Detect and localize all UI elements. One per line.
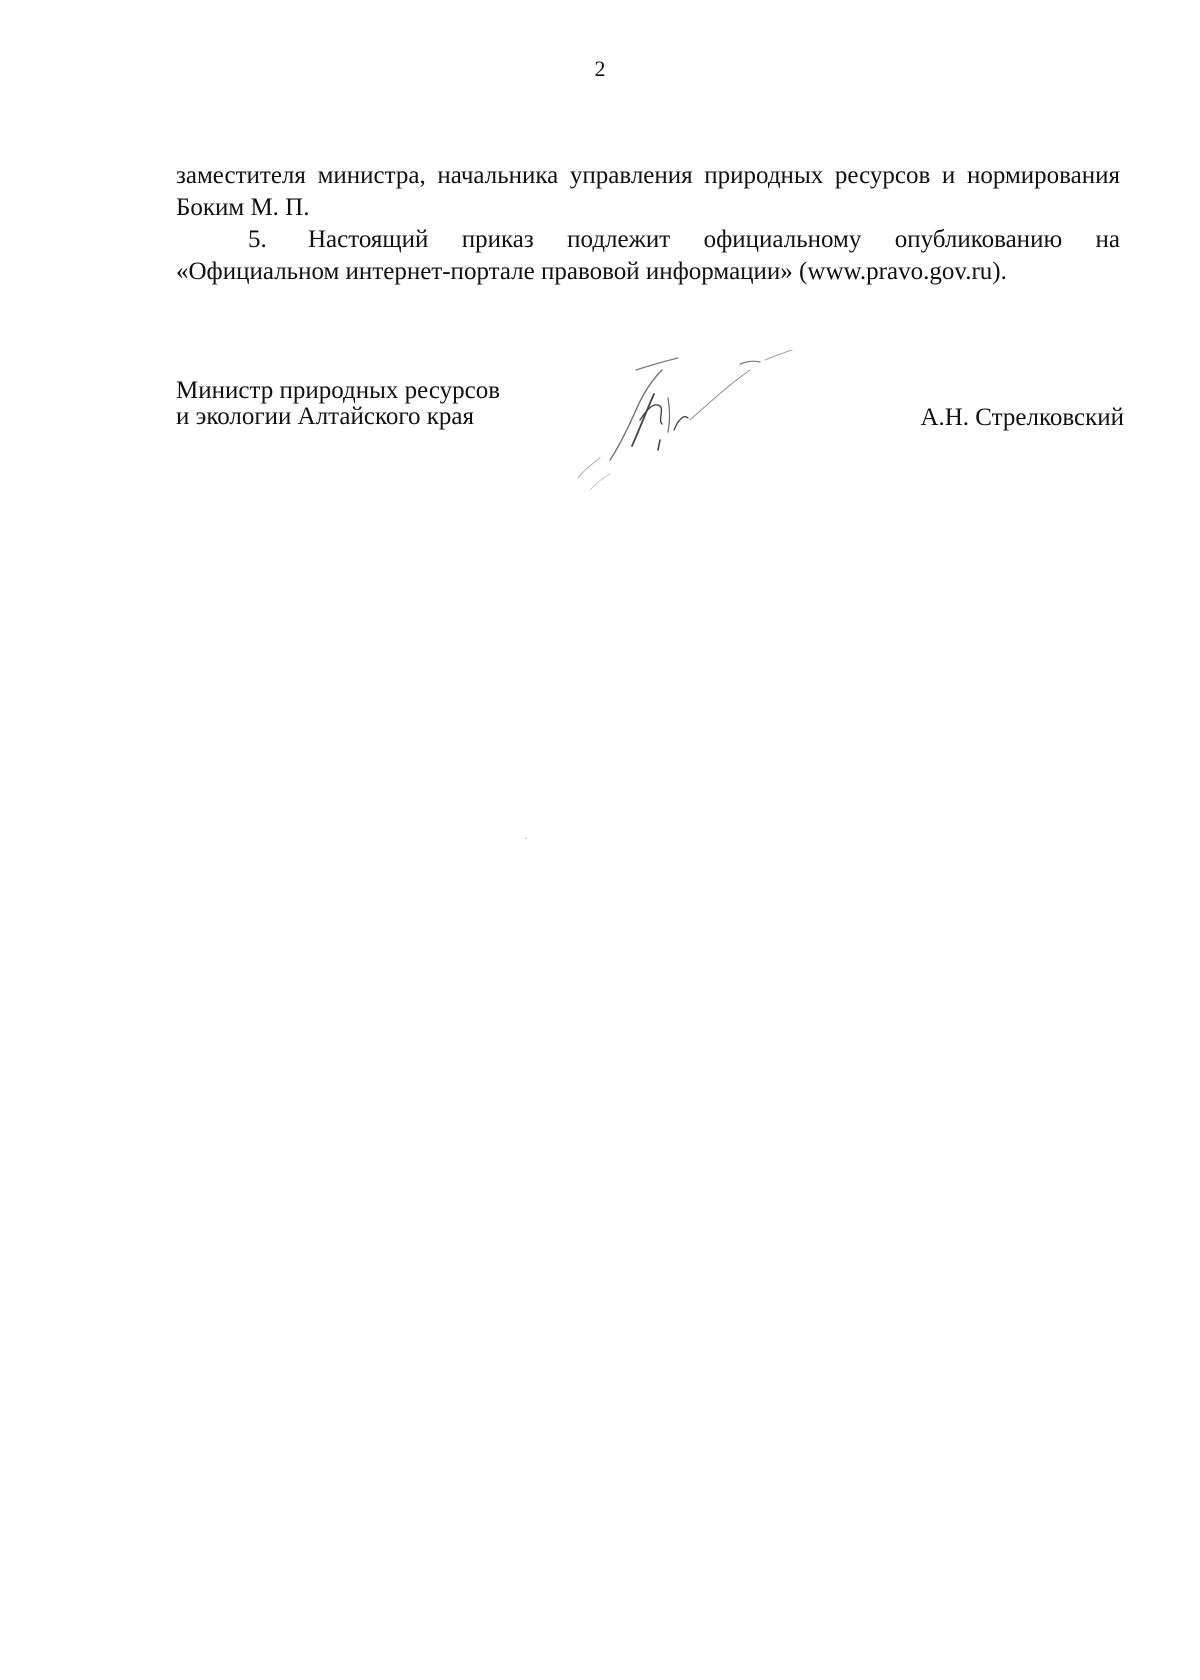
document-body — [176, 160, 1120, 288]
signatory-name: А.Н. Стрелковский — [920, 404, 1124, 431]
item-text: Настоящий приказ подлежит официальному опубликованию на «Официальном интернет-портале правовой информации» (www.pravo.gov.ru). — [176, 226, 1120, 285]
signatory-title-line-1: Министр природных ресурсов — [176, 377, 501, 404]
signatory-title-line-2: и экологии Алтайского края — [176, 403, 474, 430]
paragraph-continuation: заместителя министра, начальника управления природных ресурсов и нормирования Боким М. П. — [176, 162, 1120, 221]
handwritten-signature-icon — [570, 350, 830, 500]
page-number: 2 — [594, 56, 606, 81]
signatory-title — [176, 378, 500, 430]
paragraph-item-5 — [176, 224, 1120, 288]
item-number: 5. — [248, 226, 267, 253]
scan-artifact — [525, 838, 527, 839]
